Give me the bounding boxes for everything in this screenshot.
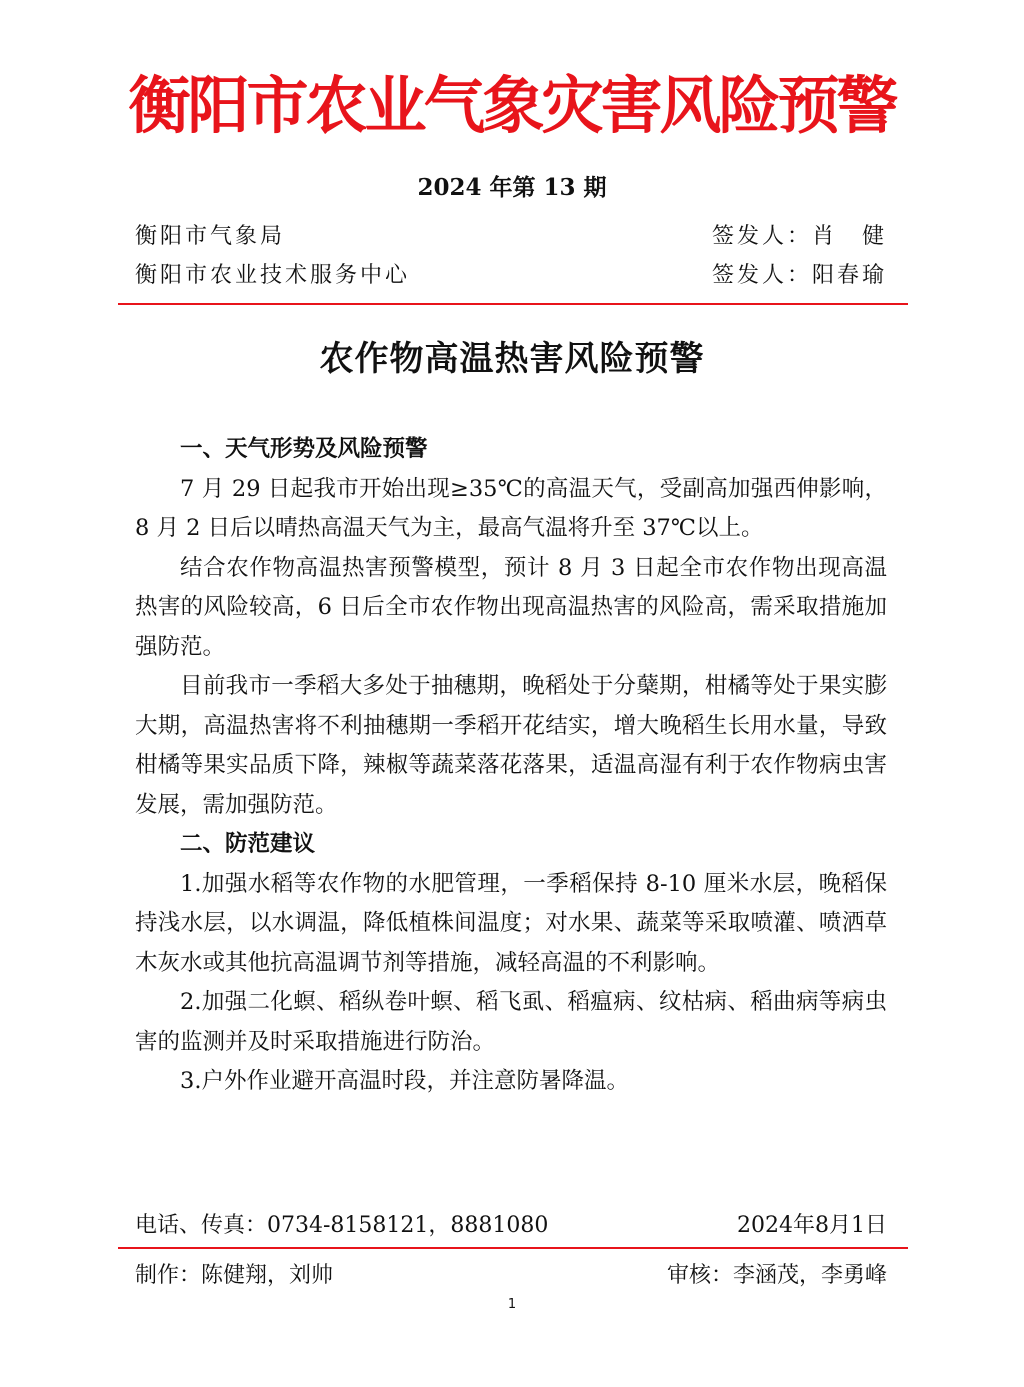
- producers: 制作：陈健翔，刘帅: [135, 1263, 334, 1288]
- page-number: 1: [507, 1297, 517, 1312]
- contact-row: [135, 1209, 887, 1243]
- issuer-signer: 签发人：肖 健: [711, 224, 887, 249]
- document-title: 农作物高温热害风险预警: [319, 339, 705, 379]
- paragraph: 1.加强水稻等农作物的水肥管理，一季稻保持 8-10 厘米水层，晚稻保持浅水层，以水调温，降低植株间温度；对水果、蔬菜等采取喷灌、喷洒草木灰水或其他抗高温调节剂等措施，减轻高温的不利影响。: [135, 870, 887, 976]
- paragraph: 结合农作物高温热害预警模型，预计 8 月 3 日起全市农作物出现高温热害的风险较高，6 日后全市农作物出现高温热害的风险高，需采取措施加强防范。: [135, 554, 887, 660]
- section-heading: 一、天气形势及风险预警: [180, 436, 428, 462]
- paragraph: 7 月 29 日起我市开始出现≥35℃的高温天气，受副高加强西伸影响，8 月 2 日后以晴热高温天气为主，最高气温将升至 37℃以上。: [135, 475, 887, 541]
- issuer-org: 衡阳市农业技术服务中心: [135, 263, 411, 288]
- paragraph: 目前我市一季稻大多处于抽穗期，晚稻处于分蘖期，柑橘等处于果实膨大期，高温热害将不利抽穗期一季稻开花结实，增大晚稻生长用水量，导致柑橘等果实品质下降，辣椒等蔬菜落花落果，适温高湿有利于农作物病虫害发展，需加强防范。: [135, 673, 887, 818]
- paragraph: 2.加强二化螟、稻纵卷叶螟、稻飞虱、稻瘟病、纹枯病、稻曲病等病虫害的监测并及时采取措施进行防治。: [135, 989, 887, 1055]
- masthead-title: 衡阳市农业气象灾害风险预警: [128, 69, 896, 142]
- footer-divider: [118, 1247, 908, 1249]
- paragraph: 3.户外作业避开高温时段，并注意防暑降温。: [180, 1068, 629, 1094]
- document-body: [135, 430, 887, 1102]
- section-heading: 二、防范建议: [180, 831, 316, 857]
- issuer-row-1: [135, 219, 887, 255]
- contact-info: 电话、传真：0734-8158121，8881080: [135, 1213, 549, 1238]
- reviewers: 审核：李涵茂，李勇峰: [666, 1263, 887, 1288]
- issue-number: 2024 年第 13 期: [417, 174, 607, 201]
- issuer-org: 衡阳市气象局: [135, 224, 286, 249]
- header-divider: [118, 303, 908, 305]
- credits-row: [135, 1259, 887, 1293]
- issuer-row-2: [135, 258, 887, 294]
- issue-date: 2024年8月1日: [737, 1213, 887, 1238]
- issuer-signer: 签发人：阳春瑜: [711, 263, 887, 288]
